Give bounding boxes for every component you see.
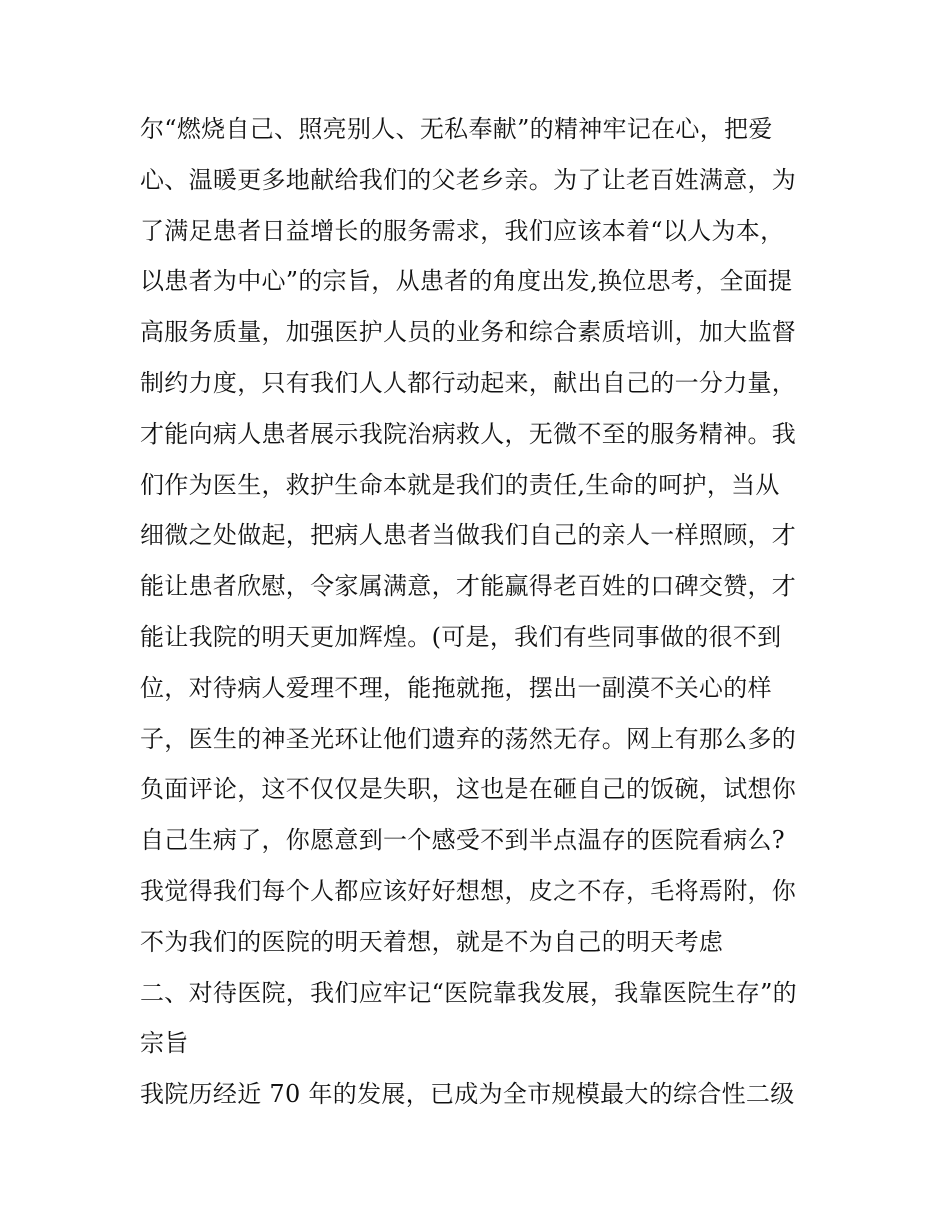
- text-line: 能让我院的明天更加辉煌。(可是，我们有些同事做的很不到: [140, 622, 782, 651]
- text-line: 子，医生的神圣光环让他们遗弃的荡然无存。网上有那么多的: [140, 724, 797, 753]
- text-line: 我觉得我们每个人都应该好好想想，皮之不存，毛将焉附，你: [140, 876, 797, 905]
- text-line: 才能向病人患者展示我院治病救人，无微不至的服务精神。我: [140, 419, 797, 448]
- text-line: 了满足患者日益增长的服务需求，我们应该本着“以人为本，: [140, 216, 785, 245]
- section-heading-line: 宗旨: [140, 1029, 189, 1058]
- text-line: 们作为医生，救护生命本就是我们的责任,生命的呵护，当从: [140, 470, 780, 499]
- text-line: 能让患者欣慰，令家属满意，才能赢得老百姓的口碑交赞，才: [140, 572, 797, 601]
- text-line: 心、温暖更多地献给我们的父老乡亲。为了让老百姓满意，为: [140, 165, 797, 194]
- text-line: 位，对待病人爱理不理，能拖就拖，摆出一副漠不关心的样: [140, 673, 772, 702]
- text-line: 尔“燃烧自己、照亮别人、无私奉献”的精神牢记在心，把爱: [140, 115, 773, 143]
- text-line: 我院历经近 70 年的发展，已成为全市规模最大的综合性二级: [140, 1080, 795, 1109]
- text-line: 细微之处做起，把病人患者当做我们自己的亲人一样照顾，才: [140, 521, 797, 550]
- text-line: 负面评论，这不仅仅是失职，这也是在砸自己的饭碗，试想你: [140, 775, 797, 804]
- text-line: 以患者为中心”的宗旨，从患者的角度出发,换位思考，全面提: [140, 267, 793, 296]
- text-line: 不为我们的医院的明天着想，就是不为自己的明天考虑: [140, 927, 724, 956]
- text-line: 高服务质量，加强医护人员的业务和综合素质培训，加大监督: [140, 318, 797, 347]
- section-heading-line: 二、对待医院，我们应牢记“医院靠我发展，我靠医院生存”的: [140, 978, 797, 1007]
- text-line: 制约力度，只有我们人人都行动起来，献出自己的一分力量，: [140, 368, 797, 397]
- body-text: [140, 104, 830, 1120]
- text-line: 自己生病了，你愿意到一个感受不到半点温存的医院看病么?: [140, 826, 785, 855]
